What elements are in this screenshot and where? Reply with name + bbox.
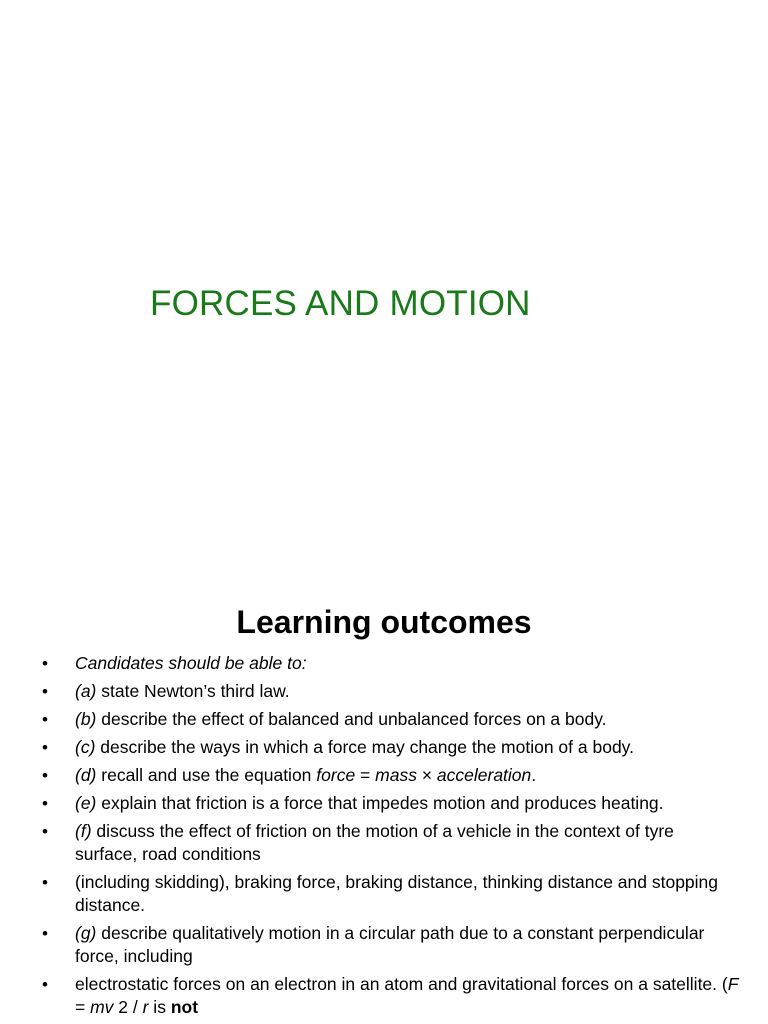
list-item <box>0 736 740 759</box>
learning-outcomes-heading: Learning outcomes <box>236 604 532 640</box>
equation-equals: = <box>355 765 376 785</box>
list-item-text: describe the ways in which a force may change the motion of a body. <box>95 737 634 757</box>
bullet-icon: • <box>42 710 48 729</box>
equation-mv: mv <box>90 997 114 1017</box>
equation-f: F <box>727 974 739 994</box>
list-item-tag: (a) <box>75 681 97 701</box>
list-item <box>0 871 740 917</box>
list-item-text: (including skidding), braking force, braking distance, thinking distance and stopping distance. <box>75 872 719 915</box>
list-item-text: recall and use the equation <box>96 765 317 785</box>
list-item-text: describe the effect of balanced and unbalanced forces on a body. <box>96 709 607 729</box>
bullet-icon: • <box>42 738 48 757</box>
list-item-text: electrostatic forces on an electron in an atom and gravitational forces on a satellite. ( <box>75 974 728 994</box>
list-item-intro: Candidates should be able to: <box>75 653 307 673</box>
bullet-icon: • <box>42 975 48 994</box>
list-item <box>0 680 740 703</box>
list-item-tag: (d) <box>75 765 97 785</box>
equation-mass: mass <box>375 765 417 785</box>
list-item-text: state Newton’s third law. <box>96 681 290 701</box>
list-item-tag: (c) <box>75 737 96 757</box>
list-item-tag: (e) <box>75 793 97 813</box>
equation-equals: = <box>75 997 91 1017</box>
bullet-icon: • <box>42 654 48 673</box>
bullet-icon: • <box>42 766 48 785</box>
list-item <box>0 764 740 787</box>
list-item-tag: (f) <box>75 821 92 841</box>
list-item-text: describe qualitatively motion in a circular path due to a constant perpendicular force, including <box>75 923 705 966</box>
slide-title: FORCES AND MOTION <box>150 284 531 323</box>
equation-r: r <box>142 997 149 1017</box>
equation-post: 2 / <box>113 997 143 1017</box>
bullet-icon: • <box>42 924 48 943</box>
equation-not: not <box>170 997 199 1017</box>
list-item <box>0 820 740 866</box>
equation-times: × <box>416 765 437 785</box>
list-item-text: explain that friction is a force that impedes motion and produces heating. <box>96 793 664 813</box>
equation-is: is <box>148 997 171 1017</box>
list-item <box>0 708 740 731</box>
equation-force: force <box>316 765 356 785</box>
bullet-icon: • <box>42 822 48 841</box>
list-item <box>0 922 740 968</box>
list-item <box>0 973 740 1019</box>
list-item-tag: (g) <box>75 923 97 943</box>
list-item-end: . <box>531 765 537 785</box>
learning-outcomes-list <box>0 652 740 1024</box>
list-item-tag: (b) <box>75 709 97 729</box>
list-item <box>0 792 740 815</box>
bullet-icon: • <box>42 794 48 813</box>
equation-acceleration: acceleration <box>436 765 532 785</box>
bullet-icon: • <box>42 873 48 892</box>
list-item-text: discuss the effect of friction on the motion of a vehicle in the context of tyre surface, road conditions <box>75 821 674 864</box>
bullet-icon: • <box>42 682 48 701</box>
list-item <box>0 652 740 675</box>
